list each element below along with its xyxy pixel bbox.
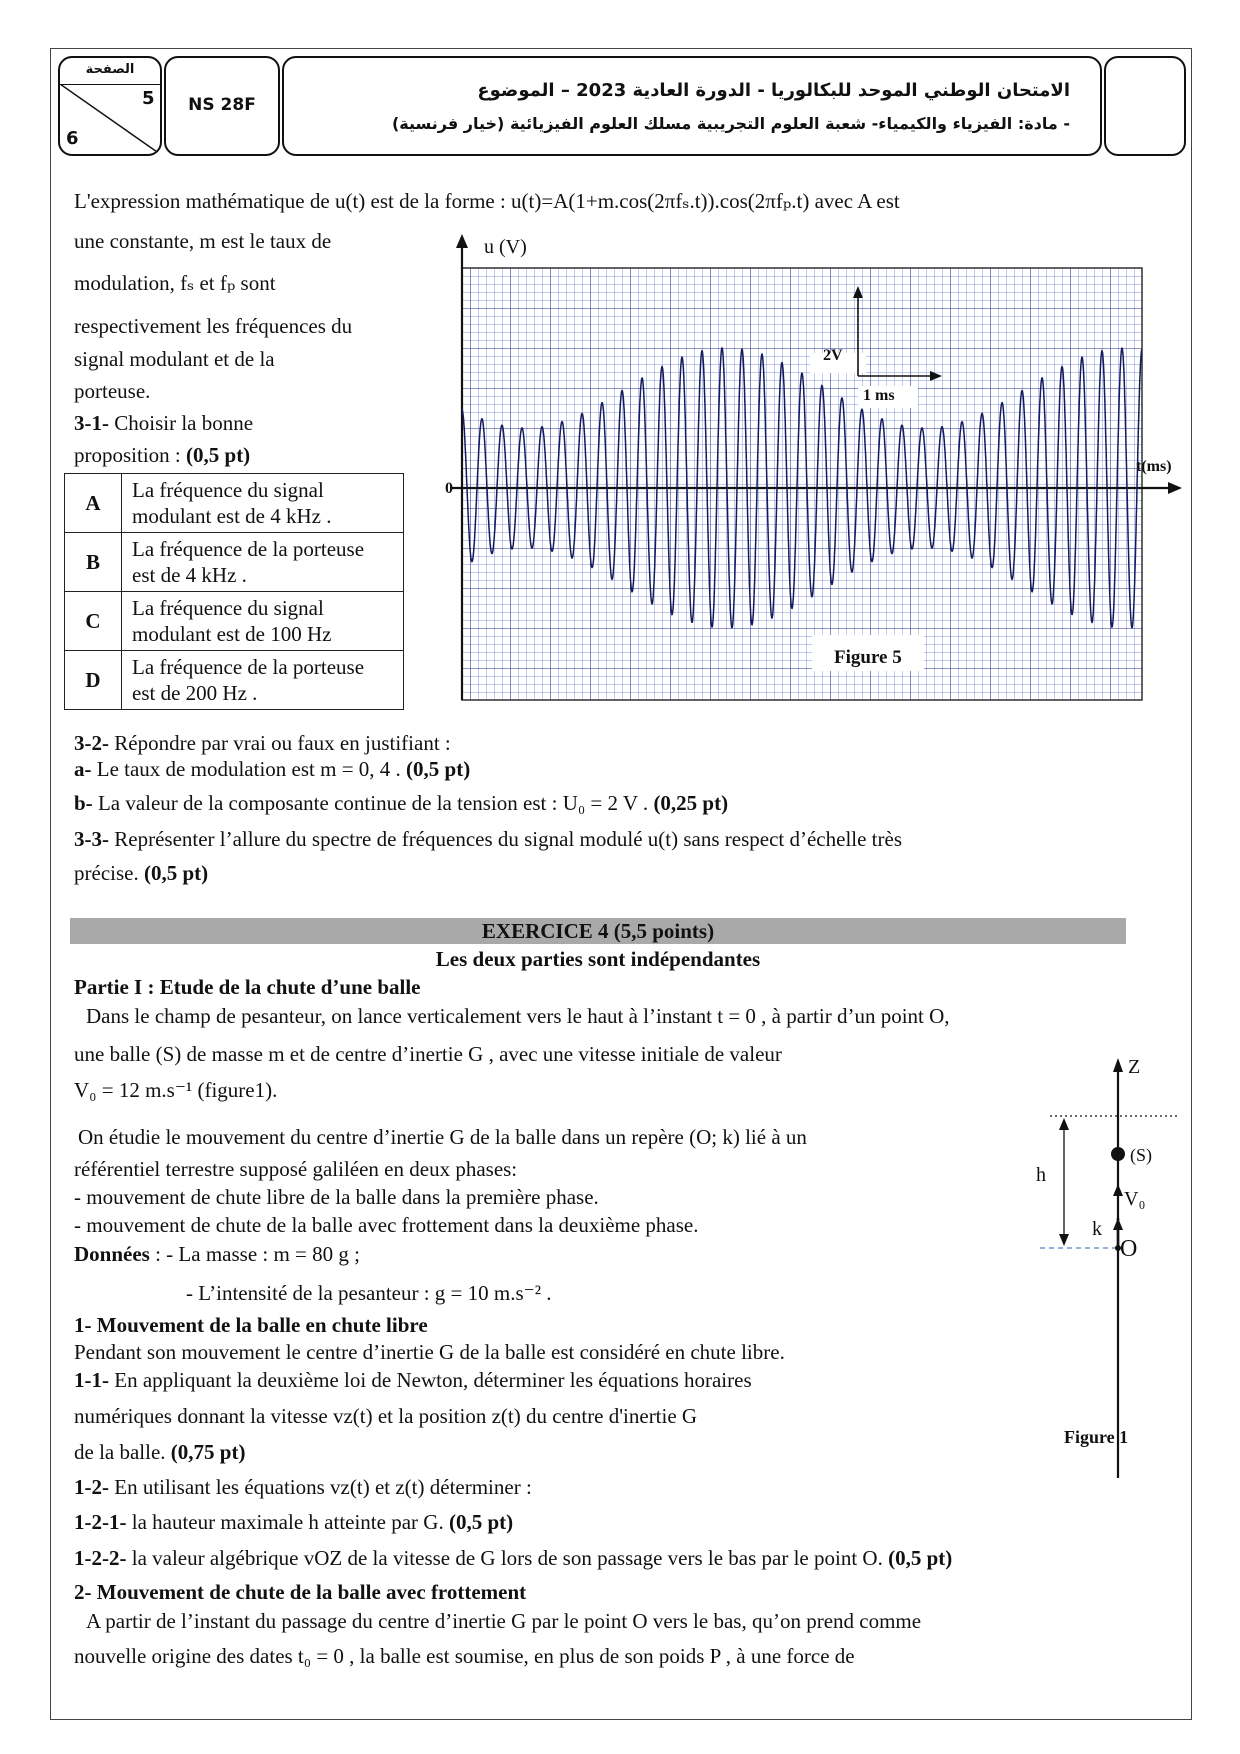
part1-line3: V₀ = 12 m.s⁻¹ (figure1).	[74, 1078, 278, 1102]
blank-box	[1104, 56, 1186, 156]
page-total: 6	[66, 128, 79, 149]
q31-text: Choisir la bonne	[114, 411, 254, 435]
intro-line1: L'expression mathématique de u(t) est de la forme : u(t)=A(1+m.cos(2πfₛ.t)).cos(2πfₚ.t) avec A est	[74, 189, 900, 213]
intro-line5: signal modulant et de la	[74, 347, 275, 371]
option-letter: A	[65, 474, 122, 533]
part1-line6: - mouvement de chute libre de la balle dans la première phase.	[74, 1185, 599, 1209]
exam-title-box	[282, 56, 1102, 156]
unit-vector-arrow-icon	[1113, 1218, 1123, 1230]
q32b-line: b- La valeur de la composante continue de la tension est : U₀ = 2 V . (0,25 pt)	[74, 791, 729, 815]
q33-line2: précise. (0,5 pt)	[74, 861, 209, 885]
option-letter: B	[65, 533, 122, 592]
page-number: 5	[142, 88, 155, 109]
figure5-caption: Figure 5	[834, 647, 902, 668]
z-axis-arrow-icon	[1113, 1058, 1123, 1072]
option-text: La fréquence du signal modulant est de 4 kHz .	[122, 474, 404, 533]
donnees-line2: - L’intensité de la pesanteur : g = 10 m.s⁻² .	[186, 1281, 552, 1305]
q32-line: 3-2- Répondre par vrai ou faux en justifiant :	[74, 731, 451, 755]
exam-code-box	[164, 56, 280, 156]
option-row[interactable]	[65, 592, 404, 651]
figure1-unit-vector-label: k	[1092, 1218, 1102, 1240]
figure1-diagram	[1030, 1048, 1210, 1488]
x-axis-arrow-icon	[1168, 482, 1182, 494]
q122-line: 1-2-2- la valeur algébrique vOZ de la vitesse de G lors de son passage vers le bas par le point O. (0,5 pt)	[74, 1546, 953, 1570]
option-text: La fréquence de la porteuse est de 4 kHz .	[122, 533, 404, 592]
figure1-height-label: h	[1036, 1164, 1046, 1186]
intro-line3: modulation, fₛ et fₚ sont	[74, 271, 276, 295]
intro-line6: porteuse.	[74, 379, 151, 403]
part1-line1: Dans le champ de pesanteur, on lance verticalement vers le haut à l’instant t = 0 , à partir d’un point O,	[86, 1004, 950, 1028]
option-row[interactable]	[65, 533, 404, 592]
option-letter: C	[65, 592, 122, 651]
figure1-caption: Figure 1	[1064, 1427, 1129, 1447]
q31-points: (0,5 pt)	[186, 443, 251, 467]
ball	[1111, 1147, 1125, 1161]
figure1-origin-label: O	[1120, 1236, 1138, 1262]
option-text: La fréquence du signal modulant est de 100 Hz	[122, 592, 404, 651]
exam-title-line2: - مادة: الفيزياء والكيمياء- شعبة العلوم التجريبية مسلك العلوم الفيزيائية (خيار فرنسية)	[391, 114, 1070, 133]
q31-number: 3-1-	[74, 411, 109, 435]
part1-line5: référentiel terrestre supposé galiléen en deux phases:	[74, 1157, 518, 1181]
part1-title: Partie I : Etude de la chute d’une balle	[74, 975, 421, 999]
q121-line: 1-2-1- la hauteur maximale h atteinte par G. (0,5 pt)	[74, 1510, 514, 1534]
part1-line2: une balle (S) de masse m et de centre d’inertie G , avec une vitesse initiale de valeur	[74, 1042, 782, 1066]
figure5-scale-t: 1 ms	[863, 387, 895, 404]
q11-line3: de la balle. (0,75 pt)	[74, 1440, 246, 1464]
exercise-subtitle: Les deux parties sont indépendantes	[435, 947, 761, 971]
exam-code: NS 28F	[188, 95, 256, 115]
figure5-scale-v: 2V	[823, 347, 843, 364]
option-row[interactable]	[65, 651, 404, 710]
option-letter: D	[65, 651, 122, 710]
grid	[462, 268, 1142, 700]
figure5-y-label: u (V)	[484, 236, 527, 258]
q31-line2	[74, 442, 250, 468]
section2-title: 2- Mouvement de chute de la balle avec frottement	[74, 1580, 527, 1604]
section1-text: Pendant son mouvement le centre d’inertie G de la balle est considéré en chute libre.	[74, 1340, 785, 1364]
h-arrow-down-icon	[1059, 1234, 1069, 1246]
y-axis-arrow-icon	[456, 234, 468, 248]
q11-line2: numériques donnant la vitesse vz(t) et la position z(t) du centre d'inertie G	[74, 1404, 698, 1428]
donnees-line1: Données : - La masse : m = 80 g ;	[74, 1242, 360, 1266]
option-row[interactable]	[65, 474, 404, 533]
intro-line4: respectivement les fréquences du	[74, 314, 353, 338]
intro-line2: une constante, m est le taux de	[74, 229, 332, 253]
figure5-oscillogram	[430, 228, 1210, 708]
exercise-title: EXERCICE 4 (5,5 points)	[481, 919, 715, 943]
q33-line1: 3-3- Représenter l’allure du spectre de fréquences du signal modulé u(t) sans respect d’échelle très	[74, 827, 903, 851]
q12-line: 1-2- En utilisant les équations vz(t) et z(t) déterminer :	[74, 1475, 532, 1499]
page-number-box	[58, 56, 162, 156]
section2-line1: A partir de l’instant du passage du centre d’inertie G par le point O vers le bas, qu’on prend comme	[86, 1609, 922, 1633]
q31-line1	[74, 410, 253, 436]
options-table	[64, 473, 404, 710]
section1-title: 1- Mouvement de la balle en chute libre	[74, 1313, 428, 1337]
page-label: الصفحة	[85, 62, 135, 77]
figure5-origin: 0	[445, 480, 453, 497]
figure1-velocity-label: V₀	[1124, 1188, 1146, 1210]
section2-line2: nouvelle origine des dates t₀ = 0 , la balle est soumise, en plus de son poids P , à une force de	[74, 1644, 855, 1668]
q11-line1: 1-1- En appliquant la deuxième loi de Newton, déterminer les équations horaires	[74, 1368, 752, 1392]
part1-line7: - mouvement de chute de la balle avec frottement dans la deuxième phase.	[74, 1213, 699, 1237]
h-arrow-up-icon	[1059, 1118, 1069, 1130]
figure1-ball-label: (S)	[1130, 1145, 1152, 1165]
q31-text2: proposition :	[74, 443, 181, 467]
velocity-arrow-icon	[1113, 1184, 1123, 1196]
option-text: La fréquence de la porteuse est de 200 Hz .	[122, 651, 404, 710]
exam-title-line1: الامتحان الوطني الموحد للبكالوريا - الدورة العادية 2023 – الموضوع	[477, 80, 1070, 101]
part1-line4: On étudie le mouvement du centre d’inertie G de la balle dans un repère (O; k) lié à un	[78, 1125, 807, 1149]
q32a-line: a- Le taux de modulation est m = 0, 4 . (0,5 pt)	[74, 757, 471, 781]
figure1-axis-label: Z	[1128, 1056, 1141, 1078]
figure5-x-label: t(ms)	[1136, 458, 1172, 475]
